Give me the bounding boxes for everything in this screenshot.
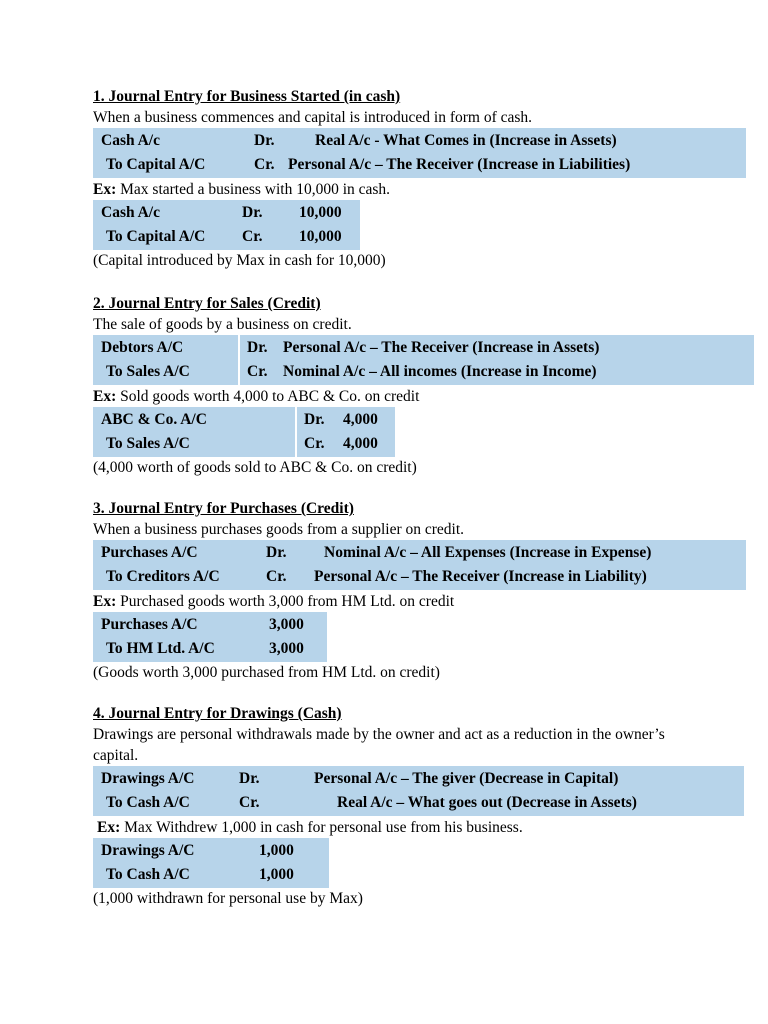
credit-account: To Capital A/C	[106, 156, 206, 173]
debit-account: Cash A/c	[101, 204, 160, 221]
column-divider	[238, 335, 240, 385]
example-table	[93, 407, 395, 457]
section-description: The sale of goods by a business on credit.	[93, 316, 352, 333]
debit-account: Cash A/c	[101, 132, 160, 149]
section-heading: 3. Journal Entry for Purchases (Credit)	[93, 500, 354, 517]
section-description: When a business purchases goods from a supplier on credit.	[93, 521, 465, 538]
narration: (Capital introduced by Max in cash for 10,000)	[93, 252, 386, 269]
debit-rule: Real A/c - What Comes in (Increase in Assets)	[315, 132, 617, 149]
credit-account: To Cash A/C	[106, 866, 190, 883]
debit-account: Drawings A/C	[101, 770, 195, 787]
debit-rule: Personal A/c – The Receiver (Increase in Assets)	[283, 339, 600, 356]
example-table	[93, 838, 329, 888]
example-label: Ex:	[93, 388, 117, 405]
example-text: Sold goods worth 4,000 to ABC & Co. on credit	[120, 388, 420, 405]
example-text: Max started a business with 10,000 in cash.	[120, 181, 391, 198]
debit-marker: Dr.	[304, 411, 325, 428]
debit-account: ABC & Co. A/C	[101, 411, 207, 428]
example-line	[93, 386, 768, 407]
example-line	[93, 817, 768, 838]
credit-marker: Cr.	[254, 156, 275, 173]
credit-account: To Capital A/C	[106, 228, 206, 245]
spacer	[93, 683, 768, 703]
debit-account: Purchases A/C	[101, 616, 198, 633]
credit-rule: Personal A/c – The Receiver (Increase in Liability)	[314, 568, 647, 585]
credit-marker: Cr.	[304, 435, 325, 452]
narration: (Goods worth 3,000 purchased from HM Ltd. on credit)	[93, 664, 440, 681]
section-description: Drawings are personal withdrawals made by the owner and act as a reduction in the owner’s capital.	[93, 726, 665, 764]
section-heading: 1. Journal Entry for Business Started (in cash)	[93, 88, 401, 105]
document-page	[93, 86, 768, 909]
debit-account: Purchases A/C	[101, 544, 198, 561]
debit-amount: 1,000	[259, 842, 294, 859]
section-heading: 2. Journal Entry for Sales (Credit)	[93, 295, 321, 312]
narration: (4,000 worth of goods sold to ABC & Co. on credit)	[93, 459, 417, 476]
example-line	[93, 591, 768, 612]
section-purchases-credit	[93, 498, 768, 683]
credit-marker: Cr.	[239, 794, 260, 811]
column-divider	[295, 407, 297, 457]
narration: (1,000 withdrawn for personal use by Max)	[93, 890, 363, 907]
credit-account: To Creditors A/C	[106, 568, 220, 585]
debit-account: Debtors A/C	[101, 339, 184, 356]
example-label: Ex:	[97, 819, 121, 836]
spacer	[93, 271, 768, 293]
example-label: Ex:	[93, 593, 117, 610]
credit-rule: Nominal A/c – All incomes (Increase in Income)	[283, 363, 597, 380]
debit-account: Drawings A/C	[101, 842, 195, 859]
rule-table	[93, 540, 746, 590]
rule-table	[93, 335, 754, 385]
debit-marker: Dr.	[242, 204, 263, 221]
debit-amount: 3,000	[269, 616, 304, 633]
example-table	[93, 612, 327, 662]
example-line	[93, 179, 768, 200]
example-table	[93, 200, 360, 250]
credit-rule: Real A/c – What goes out (Decrease in Assets)	[337, 794, 637, 811]
spacer	[93, 478, 768, 498]
debit-marker: Dr.	[247, 339, 268, 356]
credit-marker: Cr.	[242, 228, 263, 245]
rule-table	[93, 128, 746, 178]
credit-account: To Sales A/C	[106, 435, 190, 452]
section-description: When a business commences and capital is introduced in form of cash.	[93, 109, 533, 126]
example-text: Purchased goods worth 3,000 from HM Ltd. on credit	[120, 593, 455, 610]
credit-account: To Cash A/C	[106, 794, 190, 811]
section-business-started	[93, 86, 768, 271]
debit-marker: Dr.	[239, 770, 260, 787]
credit-amount: 4,000	[343, 435, 378, 452]
debit-marker: Dr.	[266, 544, 287, 561]
section-sales-credit	[93, 293, 768, 478]
credit-account: To Sales A/C	[106, 363, 190, 380]
credit-account: To HM Ltd. A/C	[106, 640, 215, 657]
section-heading: 4. Journal Entry for Drawings (Cash)	[93, 705, 342, 722]
debit-amount: 10,000	[299, 204, 342, 221]
rule-table	[93, 766, 744, 816]
debit-rule: Personal A/c – The giver (Decrease in Capital)	[314, 770, 619, 787]
debit-amount: 4,000	[343, 411, 378, 428]
example-text: Max Withdrew 1,000 in cash for personal use from his business.	[124, 819, 523, 836]
credit-rule: Personal A/c – The Receiver (Increase in Liabilities)	[288, 156, 631, 173]
credit-amount: 10,000	[299, 228, 342, 245]
section-drawings-cash	[93, 703, 768, 909]
credit-marker: Cr.	[266, 568, 287, 585]
debit-marker: Dr.	[254, 132, 275, 149]
credit-marker: Cr.	[247, 363, 268, 380]
credit-amount: 3,000	[269, 640, 304, 657]
example-label: Ex:	[93, 181, 117, 198]
credit-amount: 1,000	[259, 866, 294, 883]
debit-rule: Nominal A/c – All Expenses (Increase in Expense)	[324, 544, 652, 561]
